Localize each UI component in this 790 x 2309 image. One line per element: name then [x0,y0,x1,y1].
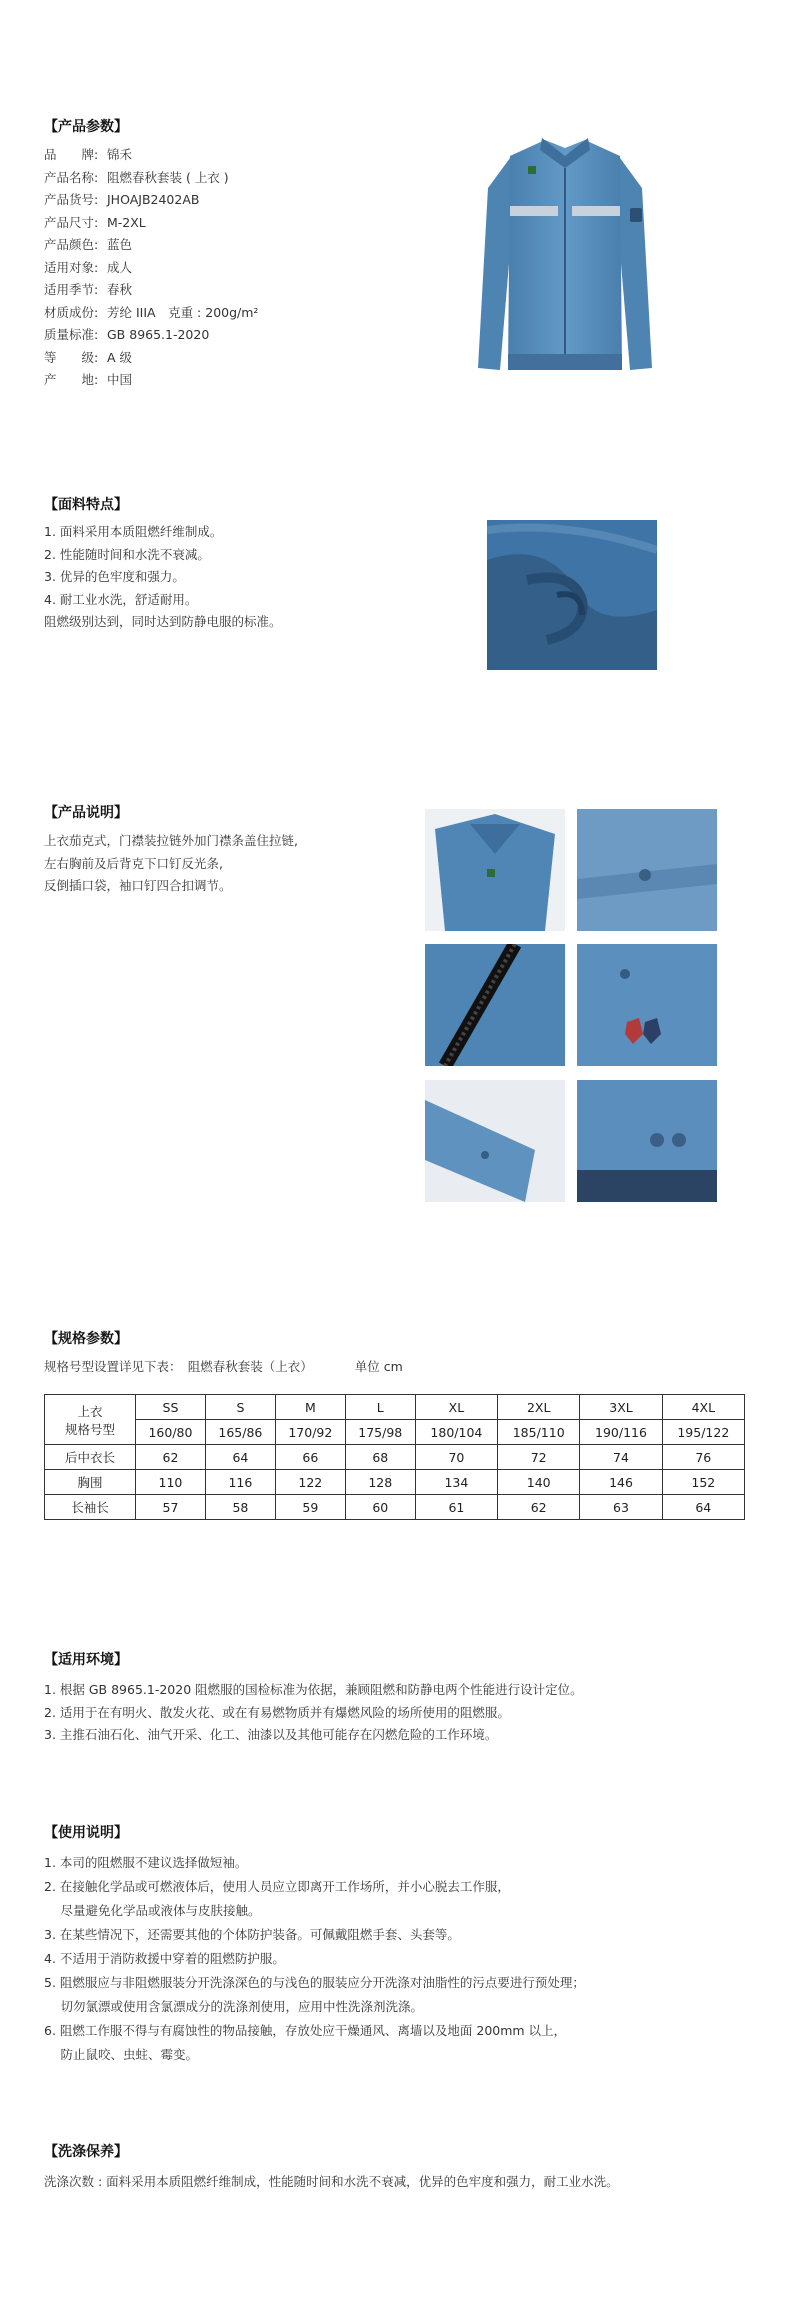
env-title: 【适用环境】 [44,1652,128,1668]
usage-line: 切勿氯漂或使用含氯漂成分的洗涤剂使用，应用中性洗涤剂洗涤。 [44,1999,423,2014]
params-key: 适用季节: [44,282,99,297]
params-row [44,212,258,235]
spec-value-cell: 116 [205,1470,275,1495]
env-line: 3. 主推石油石化、油气开采、化工、油漆以及其他可能存在闪燃危险的工作环境。 [44,1727,498,1742]
size-cell: 4XL [662,1395,744,1420]
spec-value-cell: 110 [136,1470,206,1495]
size-code-cell: 165/86 [205,1420,275,1445]
size-code-cell: 190/116 [580,1420,662,1445]
spec-value-cell: 128 [345,1470,415,1495]
params-value: 成人 [107,259,133,275]
params-row [44,369,258,392]
size-code-cell: 170/92 [275,1420,345,1445]
params-row [44,144,258,167]
params-key: 质量标准: [44,327,99,342]
care-line: 洗涤次数 : 面料采用本质阻燃纤维制成，性能随时间和水洗不衰减，优异的色牢度和强力，耐工业水洗。 [44,2174,619,2189]
params-value: GB 8965.1-2020 [107,327,210,342]
size-code-cell: 175/98 [345,1420,415,1445]
spec-row-label: 胸围 [45,1470,136,1495]
spec-row [45,1470,745,1495]
spec-value-cell: 68 [345,1445,415,1470]
usage-line: 6. 阻燃工作服不得与有腐蚀性的物品接触，存放处应干燥通风、离墙以及地面 200mm 以上， [44,2023,567,2038]
usage-line: 4. 不适用于消防救援中穿着的阻燃防护服。 [44,1951,285,1966]
usage-line: 2. 在接触化学品或可燃液体后，使用人员应立即离开工作场所，并小心脱去工作服， [44,1879,510,1894]
desc-line: 上衣茄克式，门襟装拉链外加门襟条盖住拉链, [44,833,298,848]
spec-value-cell: 74 [580,1445,662,1470]
size-cell: 2XL [498,1395,580,1420]
fabric-line: 4. 耐工业水洗，舒适耐用。 [44,591,198,607]
spec-value-cell: 140 [498,1470,580,1495]
spec-row-label: 长袖长 [45,1495,136,1520]
params-row [44,234,258,257]
spec-value-cell: 57 [136,1495,206,1520]
desc-list [44,830,298,898]
spec-row [45,1445,745,1470]
params-key: 材质成份: [44,304,99,320]
size-code-cell: 160/80 [136,1420,206,1445]
params-value: JHOAJB2402AB [107,192,200,207]
fabric-closeup-image [487,520,657,670]
params-value: 春秋 [107,282,133,297]
params-row [44,189,258,212]
env-list [44,1679,583,1747]
spec-row [45,1495,745,1520]
size-code-cell: 185/110 [498,1420,580,1445]
spec-row-label: 后中衣长 [45,1445,136,1470]
params-key: 产 地: [44,372,99,387]
fabric-line: 阻燃级别达到，同时达到防静电服的标准。 [44,614,282,629]
usage-title: 【使用说明】 [44,1825,128,1841]
env-line: 1. 根据 GB 8965.1-2020 阻燃服的国检标准为依据，兼顾阻燃和防静电两个性能进行设计定位。 [44,1682,583,1697]
size-cell: 3XL [580,1395,662,1420]
fabric-title: 【面料特点】 [44,497,128,513]
params-row [44,347,258,370]
spec-unit: 单位 cm [354,1359,403,1374]
fabric-line: 3. 优异的色牢度和强力。 [44,569,185,584]
spec-value-cell: 134 [415,1470,497,1495]
size-cell: L [345,1395,415,1420]
spec-table [44,1394,745,1520]
params-value: M-2XL [107,214,146,230]
spec-value-cell: 60 [345,1495,415,1520]
params-row [44,302,258,325]
desc-title: 【产品说明】 [44,805,128,821]
params-key: 产品颜色: [44,237,99,252]
desc-line: 左右胸前及后背克下口钉反光条, [44,855,223,871]
params-value: 中国 [107,372,133,387]
params-list [44,144,258,392]
spec-value-cell: 62 [136,1445,206,1470]
params-row [44,279,258,302]
params-title: 【产品参数】 [44,119,128,135]
params-value: 蓝色 [107,237,133,252]
fabric-line: 2. 性能随时间和水洗不衰减。 [44,546,210,562]
fabric-line: 1. 面料采用本质阻燃纤维制成。 [44,524,223,539]
spec-value-cell: 64 [205,1445,275,1470]
detail-sleeve-badge-image [577,944,717,1066]
spec-value-cell: 70 [415,1445,497,1470]
spec-value-cell: 63 [580,1495,662,1520]
spec-value-cell: 64 [662,1495,744,1520]
params-row [44,324,258,347]
params-value: 阻燃春秋套装 ( 上衣 ) [107,169,229,185]
spec-value-cell: 72 [498,1445,580,1470]
spec-header-label [45,1395,136,1445]
detail-zipper-image [425,944,565,1066]
spec-value-cell: 152 [662,1470,744,1495]
size-cell: SS [136,1395,206,1420]
usage-line: 5. 阻燃服应与非阻燃服装分开洗涤深色的与浅色的服装应分开洗涤对油脂性的污点要进行预处理； [44,1975,585,1990]
detail-pocket-button-image [577,809,717,931]
desc-line: 反倒插口袋，袖口钉四合扣调节。 [44,878,232,893]
spec-value-cell: 66 [275,1445,345,1470]
fabric-list [44,521,282,634]
spec-subtitle [44,1356,403,1379]
params-row [44,257,258,280]
usage-line: 1. 本司的阻燃服不建议选择做短袖。 [44,1855,248,1870]
detail-cuff-image [425,1080,565,1202]
params-row [44,167,258,190]
params-value: 锦禾 [107,147,133,162]
spec-header-label-2: 规格号型 [64,1421,115,1437]
size-cell: S [205,1395,275,1420]
spec-value-cell: 122 [275,1470,345,1495]
usage-list [44,1851,585,2067]
spec-value-cell: 58 [205,1495,275,1520]
usage-line: 尽量避免化学品或液体与皮肤接触。 [44,1903,261,1918]
detail-collar-image [425,809,565,931]
size-code-cell: 180/104 [415,1420,497,1445]
usage-line: 防止鼠咬、虫蛀、霉变。 [44,2047,198,2062]
params-value: A 级 [107,349,133,365]
usage-line: 3. 在某些情况下，还需要其他的个体防护装备。可佩戴阻燃手套、头套等。 [44,1927,460,1942]
size-code-cell: 195/122 [662,1420,744,1445]
params-key: 产品尺寸: [44,214,99,230]
params-value: 芳纶 IIIA 克重 : 200g/m² [107,304,259,320]
care-list [44,2171,619,2194]
env-line: 2. 适用于在有明火、散发火花、或在有易燃物质并有爆燃风险的场所使用的阻燃服。 [44,1704,510,1720]
spec-header-label-1: 上衣 [77,1403,103,1419]
jacket-product-image [470,128,660,378]
detail-waist-snap-image [577,1080,717,1202]
params-key: 产品货号: [44,192,99,207]
size-cell: XL [415,1395,497,1420]
spec-value-cell: 76 [662,1445,744,1470]
spec-value-cell: 59 [275,1495,345,1520]
params-key: 适用对象: [44,259,99,275]
spec-value-cell: 62 [498,1495,580,1520]
spec-title: 【规格参数】 [44,1331,128,1347]
params-key: 品 牌: [44,147,99,162]
spec-value-cell: 146 [580,1470,662,1495]
spec-value-cell: 61 [415,1495,497,1520]
care-title: 【洗涤保养】 [44,2144,128,2160]
spec-subtitle-text: 规格号型设置详见下表： 阻燃春秋套装（上衣） [44,1359,313,1374]
size-cell: M [275,1395,345,1420]
params-key: 产品名称: [44,169,99,185]
params-key: 等 级: [44,349,99,365]
